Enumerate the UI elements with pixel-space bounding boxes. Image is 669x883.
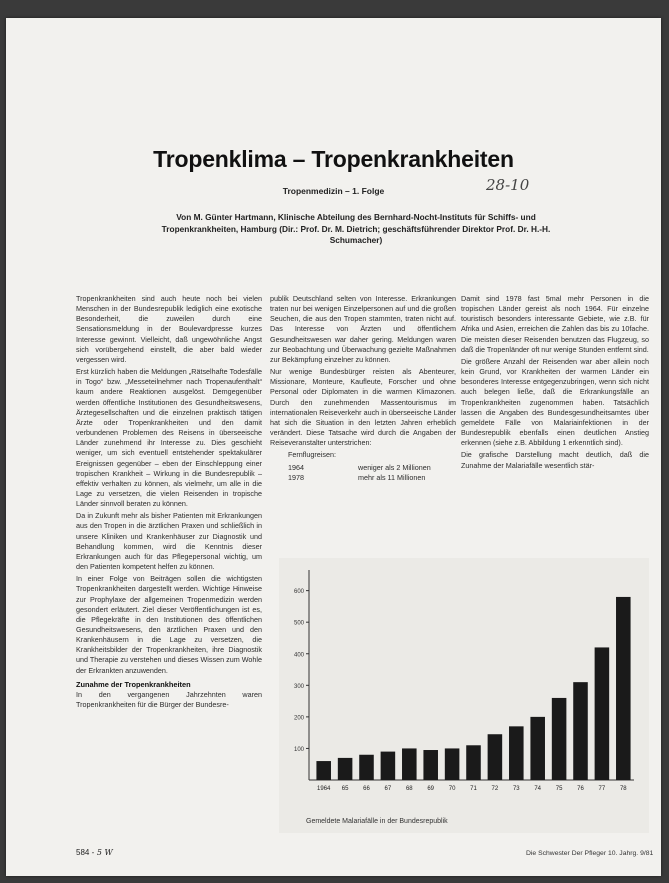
document-page — [6, 18, 661, 876]
chart-bar — [616, 597, 631, 780]
y-tick-label: 300 — [293, 683, 304, 690]
travel-row — [288, 463, 456, 473]
chart-bar — [338, 758, 353, 780]
malaria-chart — [279, 558, 649, 833]
text-column-3 — [461, 294, 649, 473]
travel-year: 1964 — [288, 462, 304, 472]
paragraph: Tropenkrankheiten sind auch heute noch bei vielen Menschen in der Bundesrepublik lediglich eine exotische Besonderheit, die zuweilen durch eine Sensationsmeldung in der Boulevardpresse kurzes Interesse gewinnt. Vielleicht, daß ungewöhnliche Angst sich vorübergehend einstellt, die aber bald wieder vergessen wird. — [76, 294, 262, 364]
paragraph: Erst kürzlich haben die Meldungen „Rätselhafte Todesfälle in Togo“ bzw. „Messeteilnehmer nach Tropenaufenthalt“ kaum andere Reaktionen ausgelöst. Demgegenüber werden öffentliche Institutionen des Gesundheitswesens, Ärztegesellschaften und die einzelnen praktisch tätigen Ärzte oder Tropenkrankheiten und den damit verbundenen Problemen des Reisens in überseeische Länder zunehmend ihr Interesse zu. Dies geschieht weniger, um sich eventuell entstehender spektakulärer Ereignissen gegenüber – eben der Einschleppung einer tropischen Krankheit – Wirkung in die Bundesrepublik – effektiv verhalten zu können, als vielmehr, um alle in die Lage zu versetzen, die vielen Reisenden in tropische Länder sinnvoll beraten zu können. — [76, 367, 262, 509]
paragraph: Da in Zukunft mehr als bisher Patienten mit Erkrankungen aus den Tropen in die ärztlichen Praxen und schließlich in unsere Kliniken und Krankenhäuser zur Diagnostik und Behandlung kommen, wird die Kenntnis dieser Erkrankungen auch für das Pflegepersonal wichtig, um den Patienten kompetent helfen zu können. — [76, 511, 262, 572]
article-subtitle: Tropenmedizin – 1. Folge — [282, 186, 385, 196]
x-tick-label: 73 — [512, 786, 520, 792]
text-column-1 — [76, 294, 262, 712]
x-tick-label: 77 — [598, 786, 606, 792]
y-tick-label: 400 — [293, 652, 304, 659]
x-tick-label: 65 — [341, 786, 349, 792]
travel-count: mehr als 11 Millionen — [358, 472, 426, 482]
x-tick-label: 1964 — [317, 786, 331, 792]
x-tick-label: 76 — [577, 786, 584, 792]
chart-bar — [509, 726, 524, 780]
paragraph: Die grafische Darstellung macht deutlich, daß die Zunahme der Malariafälle wesentlich stär- — [461, 450, 649, 470]
x-tick-label: 71 — [470, 786, 477, 792]
chart-bar — [316, 761, 331, 780]
chart-bar — [573, 682, 588, 780]
travel-year: 1978 — [288, 472, 304, 482]
travel-row — [288, 473, 456, 483]
handwritten-note: 28-10 — [486, 176, 530, 194]
y-tick-label: 600 — [293, 589, 304, 596]
article-title: Tropenklima – Tropenkrankheiten — [153, 146, 514, 172]
page-number — [76, 848, 113, 857]
paragraph: In den vergangenen Jahrzehnten waren Tropenkrankheiten für die Bürger der Bundesre- — [76, 689, 262, 710]
footer-journal: Die Schwester Der Pfleger 10. Jahrg. 9/81 — [526, 850, 654, 857]
y-tick-label: 200 — [293, 715, 304, 722]
chart-bar — [381, 752, 396, 780]
chart-bar — [359, 755, 374, 780]
chart-bar — [552, 698, 567, 780]
chart-bar — [402, 748, 417, 780]
paragraph: Nur wenige Bundesbürger reisten als Abenteurer, Missionare, Monteure, Kaufleute, Forscher und ohne Personal oder Diplomaten in die warmen Klimazonen. Durch den zunehmenden Massentourismus im internationalen Reiseverkehr auch in überseeische Länder hat sich die Situation in den letzten Jahren erheblich verändert. Diese Tatsache wird durch die Angaben der Reiseveranstalter unterstrichen: — [270, 367, 456, 448]
x-tick-label: 66 — [363, 786, 370, 792]
x-tick-label: 74 — [534, 786, 542, 792]
x-tick-label: 75 — [555, 786, 563, 792]
x-tick-label: 72 — [491, 786, 499, 792]
chart-caption: Gemeldete Malariafälle in der Bundesrepublik — [306, 818, 448, 825]
y-tick-label: 100 — [293, 746, 304, 753]
chart-bar — [595, 647, 610, 780]
paragraph: Damit sind 1978 fast 5mal mehr Personen in die tropischen Länder gereist als noch 1964. Für einzelne touristisch besonders interessante Gebiete, wie z.B. für Afrika und Asien, erreichen die Zahlen das bis zu 10fache. Die meisten dieser Reisenden benutzen das Flugzeug, so daß die Tropenländer oft nur wenige Stunden entfernt sind. — [461, 294, 649, 354]
paragraph: publik Deutschland selten von Interesse. Erkrankungen traten nur bei wenigen Einzelpersonen auf und die großen Seuchen, die aus den Tropen stammten, traten nicht auf. Das Interesse von Ärzten und öffentlichem Gesundheitswesen war daher gering. Meldungen waren zur Beobachtung und Überwachung gezielte Maßnahmen zur Bekämpfung einzelner zu können. — [270, 294, 456, 364]
x-tick-label: 68 — [405, 786, 413, 792]
x-tick-label: 67 — [384, 786, 392, 792]
text-column-2 — [270, 294, 456, 483]
x-tick-label: 78 — [619, 786, 627, 792]
y-tick-label: 500 — [293, 620, 304, 627]
chart-bar — [445, 748, 460, 780]
author-line: Von M. Günter Hartmann, Klinische Abteilung des Bernhard-Nocht-Instituts für Schiffs- und Tropenkrankheiten, Hamburg (Dir.: Prof. Dr. M. Dietrich; geschäftsführender Direktor Prof. Dr. H.-H. Schumacher) — [161, 212, 551, 245]
chart-bar — [466, 745, 481, 780]
section-heading: Zunahme der Tropenkrankheiten — [76, 679, 191, 689]
page-number-annotation: - 5 W — [91, 848, 113, 857]
paragraph: Die größere Anzahl der Reisenden war aber allein noch kein Grund, vor Krankheiten der warmen Länder ein besonderes Interesse entgegenzubringen, wenn sich nicht auch belegen ließe, daß die Erkrankungsfälle an Tropenkrankheiten zugenommen haben. Tatsächlich lassen die Angaben des Bundesgesundheitsamtes über gemeldete Fälle von Malariainfektionen in der Bundesrepublik ebenfalls einen deutlichen Anstieg erkennen (siehe z.B. Abbildung 1 erkenntlich sind). — [461, 356, 649, 448]
x-tick-label: 69 — [427, 786, 435, 792]
chart-svg — [279, 558, 649, 833]
travel-count: weniger als 2 Millionen — [358, 462, 431, 472]
paragraph: In einer Folge von Beiträgen sollen die wichtigsten Tropenkrankheiten dargestellt werden. Wichtige Hinweise zur Prophylaxe der allgemeinen Tropenmedizin werden gesondert erläutert. Ziel dieser Veröffentlichungen ist es, die Pflegekräfte in den Institutionen des öffentlichen Gesundheitswesens, den ärztlichen Praxen und den Krankenhäusern in die Lage zu versetzen, die Krankheitsbilder der Tropenkrankheiten, ihre Diagnostik und Therapie zu verstehen und dieses Wissen zum Wohle der Erkrankten anzuwenden. — [76, 574, 262, 675]
chart-bar — [488, 734, 503, 780]
travel-label: Fernflugreisen: — [288, 450, 336, 460]
x-tick-label: 70 — [448, 786, 456, 792]
page-number-value: 584 — [76, 848, 90, 857]
chart-bar — [423, 750, 438, 780]
chart-bar — [530, 717, 545, 780]
